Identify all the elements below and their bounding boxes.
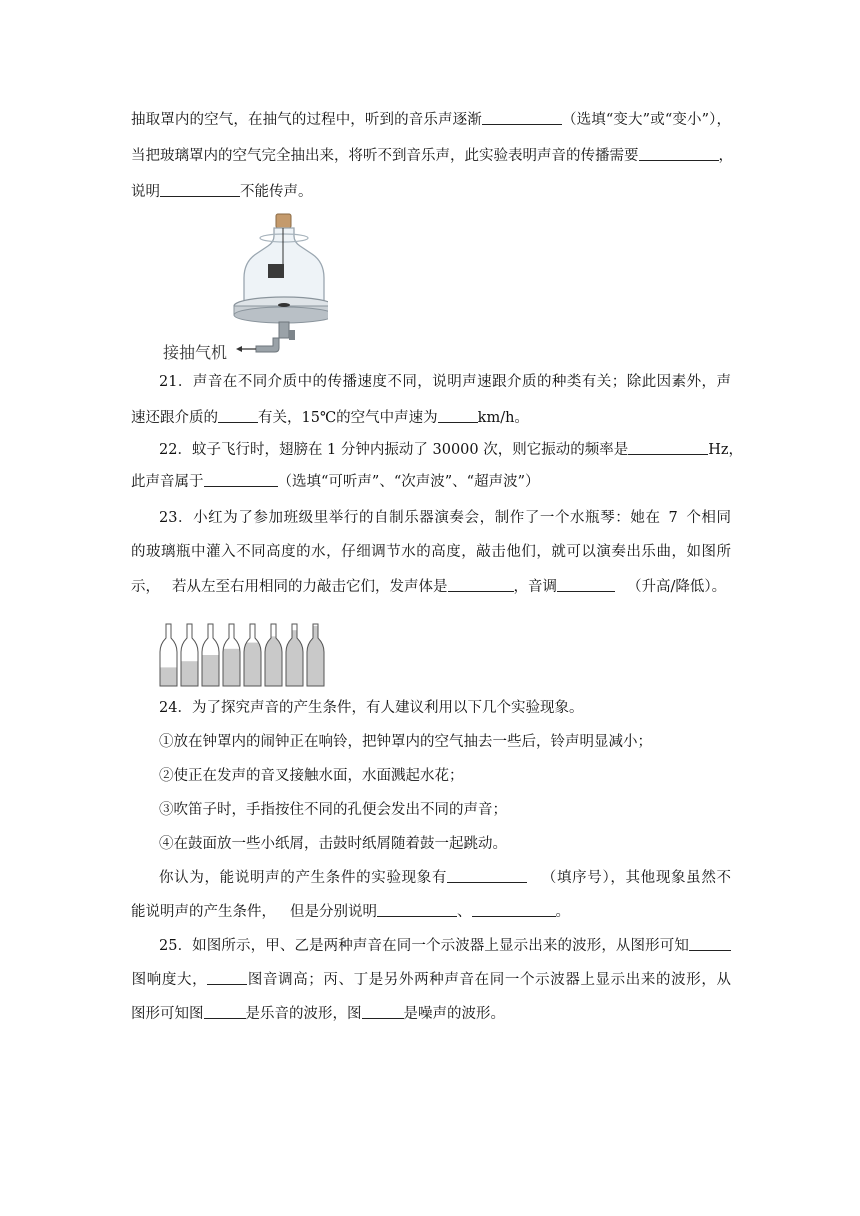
blank-q25-1[interactable] bbox=[689, 936, 731, 951]
q24-intro: 24．为了探究声音的产生条件，有人建议利用以下几个实验现象。 bbox=[159, 700, 584, 716]
water-bottles-figure bbox=[158, 622, 328, 690]
bottle-5 bbox=[244, 624, 261, 686]
blank-q25-3[interactable] bbox=[204, 1004, 246, 1019]
blank-q23-1[interactable] bbox=[448, 577, 514, 592]
blank-q22-1[interactable] bbox=[628, 440, 708, 455]
q20-line-3: 说明 不能传声。 bbox=[131, 184, 313, 200]
q20-line-2: 当把玻璃罩内的空气完全抽出来，将听不到音乐声，此实验表明声音的传播需要 ， bbox=[131, 148, 733, 164]
blank-q23-2[interactable] bbox=[557, 577, 615, 592]
bottle-6 bbox=[265, 624, 282, 686]
blank-q20-1[interactable] bbox=[482, 110, 562, 125]
q25-line-3: 图形可知图 是乐音的波形，图 是噪声的波形。 bbox=[131, 1006, 505, 1022]
blank-q24-1[interactable] bbox=[447, 868, 527, 883]
q24-line-6: 能说明声的产生条件， 但是分别说明 、 。 bbox=[131, 904, 570, 920]
blank-q25-4[interactable] bbox=[362, 1004, 404, 1019]
bottle-8 bbox=[307, 624, 324, 686]
bottle-4 bbox=[223, 624, 240, 686]
q25-line-1: 25．如图所示，甲、乙是两种声音在同一个示波器上显示出来的波形，从图形可知 bbox=[159, 936, 731, 956]
bottle-3 bbox=[202, 624, 219, 686]
blank-q21-2[interactable] bbox=[438, 408, 478, 423]
q22-line-1: 22．蚊子飞行时，翅膀在 1 分钟内振动了 30000 次，则它振动的频率是 Hz， bbox=[159, 442, 744, 458]
q23-line-2: 的玻璃瓶中灌入不同高度的水，仔细调节水的高度，敲击他们，就可以演奏出乐曲，如图所 bbox=[131, 544, 731, 560]
bell-jar-figure bbox=[158, 206, 328, 362]
bottle-2 bbox=[181, 624, 198, 686]
q21-line-1: 21．声音在不同介质中的传播速度不同，说明声速跟介质的种类有关；除此因素外，声 bbox=[159, 374, 731, 390]
blank-q24-2[interactable] bbox=[377, 902, 457, 917]
q24-line-5: 你认为，能说明声的产生条件的实验现象有 （填序号），其他现象虽然不 bbox=[159, 870, 732, 886]
blank-q25-2[interactable] bbox=[207, 970, 247, 985]
q20-line-1: 抽取罩内的空气，在抽气的过程中，听到的音乐声逐渐 （选填“变大”或“变小”）， bbox=[131, 112, 731, 128]
blank-q24-3[interactable] bbox=[472, 902, 556, 917]
q24-item-1: ①放在钟罩内的闹钟正在响铃，把钟罩内的空气抽去一些后，铃声明显减小； bbox=[159, 734, 652, 750]
q24-item-3: ③吹笛子时，手指按住不同的孔便会发出不同的声音； bbox=[159, 802, 507, 818]
q23-line-3: 示， 若从左至右用相同的力敲击它们，发声体是 ，音调 （升高/降低）。 bbox=[131, 579, 727, 595]
blank-q21-1[interactable] bbox=[218, 408, 258, 423]
blank-q22-2[interactable] bbox=[204, 472, 278, 487]
q21-line-2: 速还跟介质的 有关，15℃的空气中声速为 km/h。 bbox=[131, 410, 529, 426]
q25-line-2: 图响度大， 图音调高；丙、丁是另外两种声音在同一个示波器上显示出来的波形，从 bbox=[131, 972, 732, 988]
blank-q20-3[interactable] bbox=[160, 182, 240, 197]
q23-line-1: 23．小红为了参加班级里举行的自制乐器演奏会，制作了一个水瓶琴：她在 7 个相同 bbox=[159, 510, 731, 526]
pump-label: 接抽气机 bbox=[163, 345, 228, 362]
bottle-1 bbox=[160, 624, 177, 686]
blank-q20-2[interactable] bbox=[639, 146, 719, 161]
q24-item-2: ②使正在发声的音叉接触水面，水面溅起水花； bbox=[159, 768, 464, 784]
q22-line-2: 此声音属于 （选填“可听声”、“次声波”、“超声波”） bbox=[131, 474, 540, 490]
bottle-7 bbox=[286, 624, 303, 686]
q24-item-4: ④在鼓面放一些小纸屑，击鼓时纸屑随着鼓一起跳动。 bbox=[159, 836, 507, 852]
